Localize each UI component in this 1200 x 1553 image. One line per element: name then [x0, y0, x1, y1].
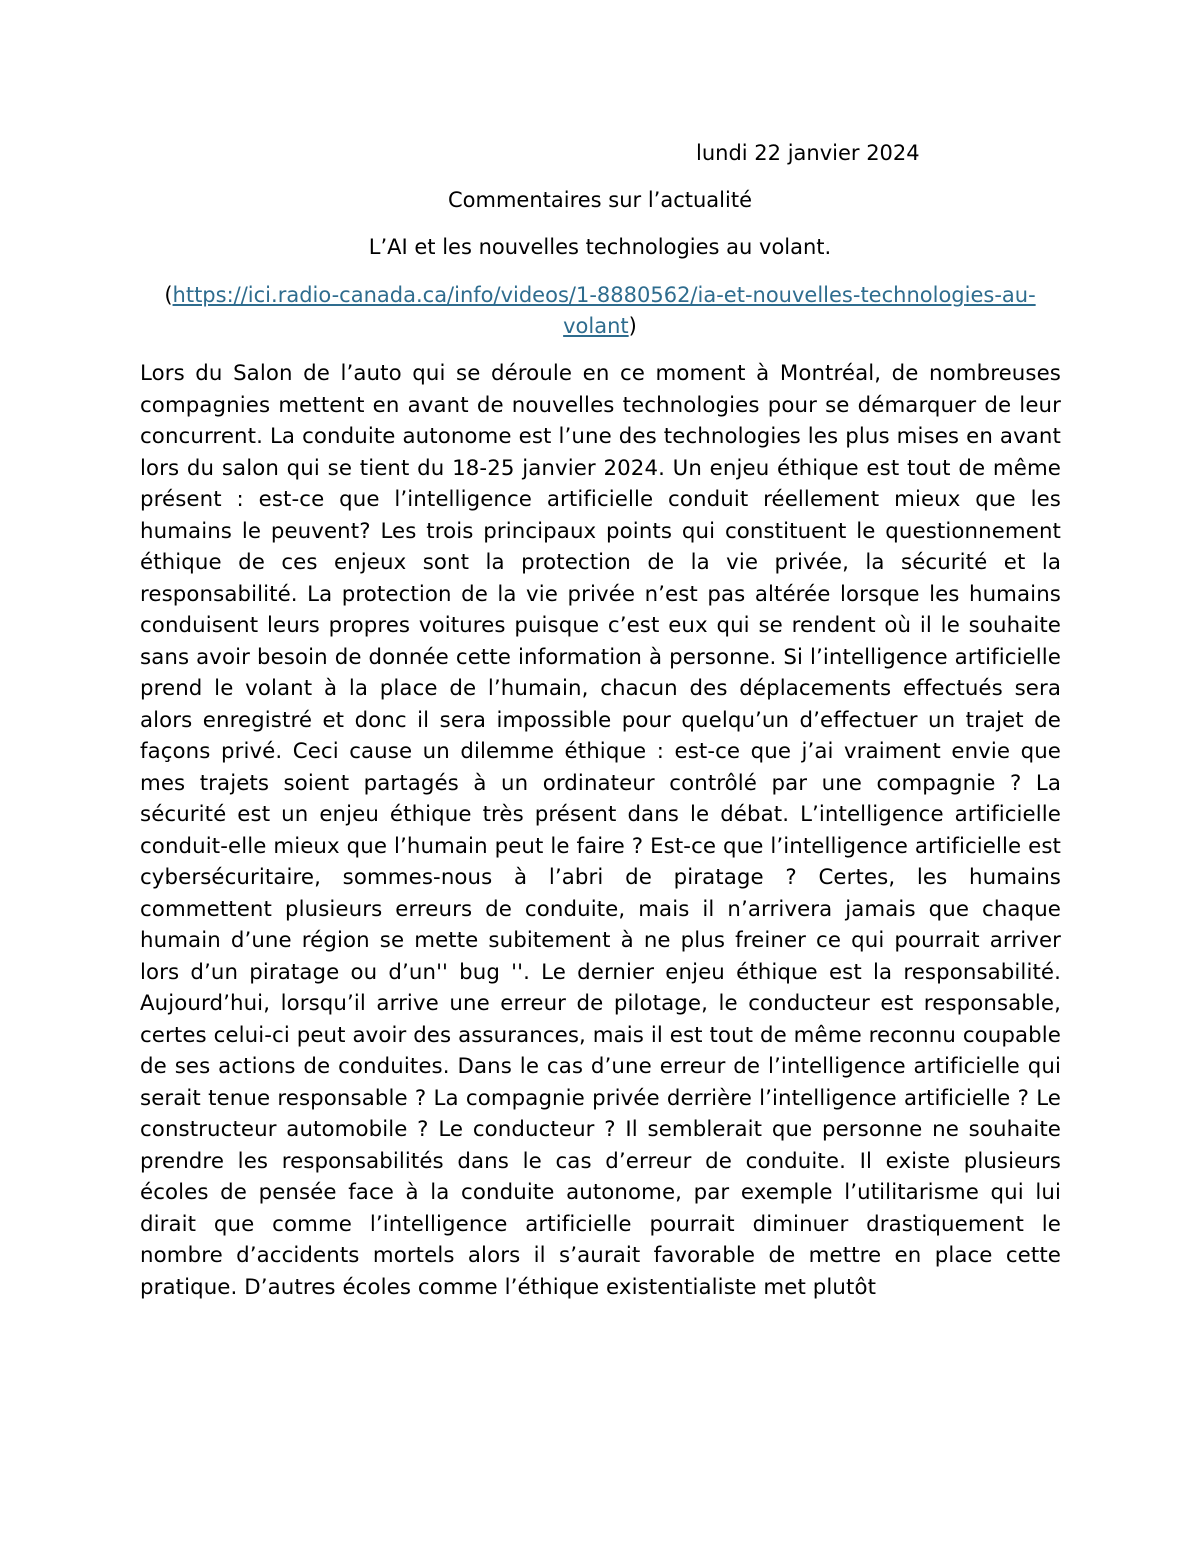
- article-body: Lors du Salon de l’auto qui se déroule en ce moment à Montréal, de nombreuses compagnies mettent en avant de nouvelles technologies pour se démarquer de leur concurrent. La conduite autonome est l’une des technologies les plus mises en avant lors du salon qui se tient du 18-25 janvier 2024. Un enjeu éthique est tout de même présent : est-ce que l’intelligence artificielle conduit réellement mieux que les humains le peuvent? Les trois principaux points qui constituent le questionnement éthique de ces enjeux sont la protection de la vie privée, la sécurité et la responsabilité. La protection de la vie privée n’est pas altérée lorsque les humains conduisent leurs propres voitures puisque c’est eux qui se rendent où il le souhaite sans avoir besoin de donnée cette information à personne. Si l’intelligence artificielle prend le volant à la place de l’humain, chacun des déplacements effectués sera alors enregistré et donc il sera impossible pour quelqu’un d’effectuer un trajet de façons privé. Ceci cause un dilemme éthique : est-ce que j’ai vraiment envie que mes trajets soient partagés à un ordinateur contrôlé par une compagnie ? La sécurité est un enjeu éthique très présent dans le débat. L’intelligence artificielle conduit-elle mieux que l’humain peut le faire ? Est-ce que l’intelligence artificielle est cybersécuritaire, sommes-nous à l’abri de piratage ? Certes, les humains commettent plusieurs erreurs de conduite, mais il n’arrivera jamais que chaque humain d’une région se mette subitement à ne plus freiner ce qui pourrait arriver lors d’un piratage ou d’un'' bug ''. Le dernier enjeu éthique est la responsabilité. Aujourd’hui, lorsqu’il arrive une erreur de pilotage, le conducteur est responsable, certes celui-ci peut avoir des assurances, mais il est tout de même reconnu coupable de ses actions de conduites. Dans le cas d’une erreur de l’intelligence artificielle qui serait tenue responsable ? La compagnie privée derrière l’intelligence artificielle ? Le constructeur automobile ? Le conducteur ? Il semblerait que personne ne souhaite prendre les responsabilités dans le cas d’erreur de conduite. Il existe plusieurs écoles de pensée face à la conduite autonome, par exemple l’utilitarisme qui lui dirait que comme l’intelligence artificielle pourrait diminuer drastiquement le nombre d’accidents mortels alors il s’aurait favorable de mettre en place cette pratique. D’autres écoles comme l’éthique existentialiste met plutôt: [140, 361, 1061, 1300]
- document-subtitle: Commentaires sur l’actualité: [447, 188, 753, 212]
- source-open-paren: (: [164, 283, 173, 307]
- source-close-paren: ): [628, 314, 637, 338]
- source-reference: [140, 280, 1060, 342]
- document-date: lundi 22 janvier 2024: [696, 141, 920, 165]
- source-link[interactable]: https://ici.radio-canada.ca/info/videos/1-8880562/ia-et-nouvelles-technologies-au-volant: [172, 283, 1036, 338]
- document-title: L’AI et les nouvelles technologies au volant.: [368, 235, 832, 259]
